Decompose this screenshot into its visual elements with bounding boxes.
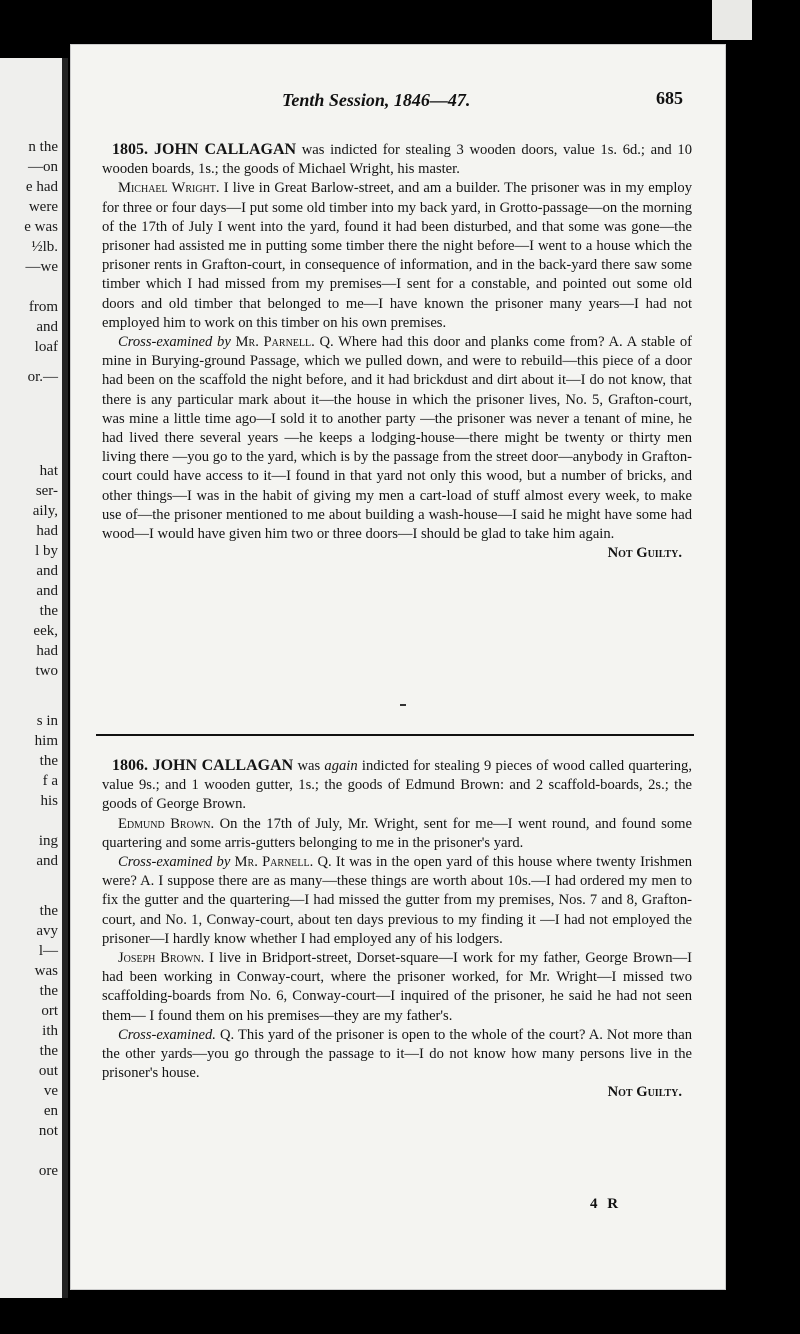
left-facing-page — [0, 58, 68, 1298]
left-page-fragment: two — [35, 663, 58, 679]
left-page-fragment: were — [28, 199, 58, 215]
document-page — [70, 44, 726, 1290]
left-page-fragment: ith — [42, 1023, 58, 1039]
cross-examination-1806: Cross-examined by Mr. Parnell. Q. It was in the open yard of this house where twenty Irishmen were? A. I suppose there are as many—these things are worth about 10s.—I had ordered my men to fix the gutter and the quartering—I had missed the gutter from my premises, Nos. 7 and 8, Grafton-court, and No. 1, Conway-court, about ten days previous to my finding it —I had not employed the prisoner—I hardly know whether I had employed any of his lodgers. — [102, 854, 693, 947]
left-page-fragment: his — [40, 793, 58, 809]
verdict-1806: Not Guilty. — [607, 1084, 682, 1101]
left-page-fragment: out — [38, 1063, 58, 1079]
case-1805-indictment: 1805. JOHN CALLAGAN was indicted for stealing 3 wooden doors, value 1s. 6d.; and 10 wooden boards, 1s.; the goods of Michael Wright, his master. — [102, 141, 692, 178]
left-page-fragment: l by — [35, 543, 58, 559]
left-page-fragment: s in — [36, 713, 58, 729]
left-page-fragment: the — [39, 603, 58, 619]
testimony-michael-wright: Michael Wright. I live in Great Barlow-street, and am a builder. The prisoner was in my employ for three or four days—I put some old timber into my back yard, in Grotto-passage—on the morning of the 17th of July I went into the yard, found it had been disturbed, and that some was gone—the prisoner had assisted me in putting some timber there the night before—I went to a house which the prisoner rents in Grafton-court, in consequence of information, and in the back-yard there saw some timber which I had missed from my premises—I sent for a constable, and pointed out some old doors and old timber that belonged to me—I have known the prisoner many years—I had not employed him to work on this timber on his own premises. — [102, 180, 693, 331]
verdict-1805: Not Guilty. — [607, 545, 682, 562]
left-page-fragment: the — [39, 983, 58, 999]
left-page-fragment: ing — [38, 833, 58, 849]
left-page-fragment: hat — [39, 463, 58, 479]
dot-mark — [400, 704, 406, 706]
witness-name: Michael Wright. — [118, 180, 220, 197]
left-page-fragment: and — [36, 563, 58, 579]
left-page-fragment: f a — [42, 773, 58, 789]
page-corner — [712, 0, 752, 40]
signature-mark: 4 R — [590, 1196, 622, 1212]
left-page-fragment: ve — [43, 1083, 58, 1099]
left-page-fragment: the — [39, 753, 58, 769]
left-page-fragment: l— — [38, 943, 58, 959]
case-1806 — [102, 756, 692, 1103]
left-page-fragment: —on — [28, 159, 58, 175]
case-1805 — [102, 140, 692, 563]
left-page-fragment: —we — [25, 259, 58, 275]
left-page-fragment: ser- — [35, 483, 58, 499]
left-page-fragment: aily, — [32, 503, 58, 519]
left-page-fragment: n the — [28, 139, 58, 155]
witness-name: Edmund Brown. — [118, 815, 215, 832]
left-page-fragment: en — [43, 1103, 58, 1119]
left-page-fragment: ½lb. — [31, 239, 58, 255]
case-1806-indictment: 1806. JOHN CALLAGAN was again indicted for stealing 9 pieces of wood called quartering, value 9s.; and 1 wooden gutter, 1s.; the goods of Edmund Brown: and 2 scaffold-boards, 2s.; the goods of George Brown. — [102, 757, 693, 813]
left-page-fragment: had — [36, 643, 58, 659]
left-page-fragment: him — [34, 733, 58, 749]
left-page-fragment: and — [36, 853, 58, 869]
left-page-fragment: the — [39, 1043, 58, 1059]
testimony-joseph-brown: Joseph Brown. I live in Bridport-street, Dorset-square—I work for my father, George Brown—I had been working in Conway-court, where the prisoner worked, for Mr. Wright—I missed two scaffolding-boards from No. 6, Conway-court—I inquired of the prisoner, he said he had not seen them— I found them on his premises—they are my father's. — [102, 950, 692, 1024]
left-page-fragment: eek, — [33, 623, 58, 639]
running-header-title: Tenth Session, 1846—47. — [282, 90, 471, 110]
cross-examination-1805: Cross-examined by Mr. Parnell. Q. Where had this door and planks come from? A. A stable of mine in Burying-ground Passage, which we pulled down, and were to rebuild—this piece of a door had been on the scaffold the night before, and it had brickdust and dirt about it—I do not know, that there is any particular mark about it—the house in which the prisoner lives, No. 5, Grafton-court, was mine a little time ago—I sold it to another party —the prisoner was never a tenant of mine, he had lived there several years —he keeps a lodging-house—there might be twenty or thirty men living there —you go to the yard, which is by the passage from the street door—anybody in Grafton-court could have access to it—I found in that yard not only this wood, but a number of bricks, and other things—I was in the habit of giving my men a cart-load of stuff almost every week, to make use of—the prisoner mentioned to me about building a wash-house—I said he might have some had wood—I would have given him two or three doors—I should be glad to take him again. — [102, 334, 692, 543]
left-page-fragment: e had — [25, 179, 58, 195]
left-page-fragment: the — [39, 903, 58, 919]
left-page-fragment: was — [34, 963, 58, 979]
left-page-fragment: loaf — [34, 339, 58, 355]
left-page-fragment: had — [36, 523, 58, 539]
left-page-fragment: avy — [36, 923, 58, 939]
left-page-fragment: ore — [38, 1163, 58, 1179]
left-page-fragment: and — [36, 319, 58, 335]
left-page-fragment: or.— — [27, 369, 58, 385]
cross-examination-joseph-brown: Cross-examined. Q. This yard of the prisoner is open to the whole of the court? A. Not more than the other yards—you go through the passage to it—I do not know how many persons live in the prisoner's house. — [102, 1026, 692, 1082]
page-number: 685 — [656, 88, 683, 108]
witness-name: Joseph Brown. — [118, 950, 205, 967]
left-page-fragment: and — [36, 583, 58, 599]
left-page-fragment: e was — [24, 219, 58, 235]
case-1806-heading: 1806. JOHN CALLAGAN — [112, 757, 294, 774]
testimony-edmund-brown: Edmund Brown. On the 17th of July, Mr. Wright, sent for me—I went round, and found some quartering and some arris-gutters belonging to me in the prisoner's yard. — [102, 815, 692, 851]
left-page-fragment: not — [38, 1123, 58, 1139]
left-page-fragment: from — [28, 299, 58, 315]
case-1805-heading: 1805. JOHN CALLAGAN — [112, 141, 297, 158]
section-rule — [96, 734, 694, 736]
left-page-fragment: ort — [41, 1003, 58, 1019]
